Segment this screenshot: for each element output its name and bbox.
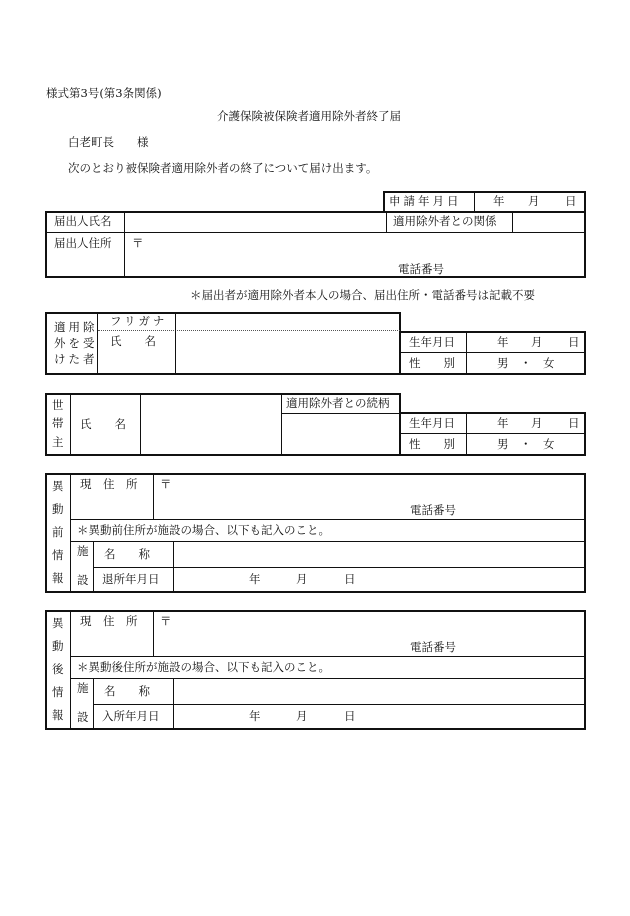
intro-text: 次のとおり被保険者適用除外者の終了について届け出ます。 <box>68 161 378 175</box>
applicant-name-field[interactable] <box>126 213 384 231</box>
after-entry-date-field[interactable] <box>175 706 584 728</box>
householder-sex-options[interactable]: 男 ・ 女 <box>497 437 555 451</box>
addressee: 白老町長 様 <box>68 135 149 149</box>
householder-relation-label: 適用除外者との続柄 <box>286 396 390 410</box>
applicant-relation-label: 適用除外者との関係 <box>393 214 497 228</box>
householder-birth-field[interactable] <box>468 414 584 432</box>
before-facility-note: ＊異動前住所が施設の場合、以下も記入のこと。 <box>77 523 330 537</box>
after-facility-note: ＊異動後住所が施設の場合、以下も記入のこと。 <box>77 660 330 674</box>
note-text: ＊届出者が適用除外者本人の場合、届出住所・電話番号は記載不要 <box>190 288 535 302</box>
excluded-birth-field[interactable] <box>468 333 584 351</box>
excluded-sex-options[interactable]: 男 ・ 女 <box>497 356 555 370</box>
householder-name-field[interactable] <box>142 395 280 454</box>
applicant-phone-label: 電話番号 <box>398 262 444 276</box>
before-address-label: 現 住 所 <box>80 477 138 491</box>
form-title: 介護保険被保険者適用除外者終了届 <box>217 109 401 123</box>
applicant-relation-field[interactable] <box>514 213 584 231</box>
applicant-address-field[interactable] <box>145 234 584 276</box>
after-facility-name-field[interactable] <box>175 680 584 703</box>
applicant-postal-mark: 〒 <box>132 236 144 250</box>
after-address-label: 現 住 所 <box>80 614 138 628</box>
form-number: 様式第3号(第3条関係) <box>46 86 162 100</box>
furigana-label: フリガナ <box>110 314 168 328</box>
application-date-label: 申請年月日 <box>389 194 462 208</box>
applicant-name-label: 届出人氏名 <box>54 214 112 228</box>
before-address-field[interactable] <box>173 475 584 518</box>
before-exit-date-field[interactable] <box>175 569 584 591</box>
before-facility-name-field[interactable] <box>175 543 584 566</box>
application-date-field[interactable] <box>476 193 584 211</box>
householder-name-label: 氏 名 <box>80 417 126 431</box>
householder-relation-field[interactable] <box>283 415 399 454</box>
excluded-name-field[interactable] <box>177 332 399 373</box>
applicant-address-label: 届出人住所 <box>54 236 112 250</box>
furigana-field[interactable] <box>177 314 399 329</box>
after-address-field[interactable] <box>173 612 584 655</box>
excluded-name-label: 氏 名 <box>110 334 156 348</box>
